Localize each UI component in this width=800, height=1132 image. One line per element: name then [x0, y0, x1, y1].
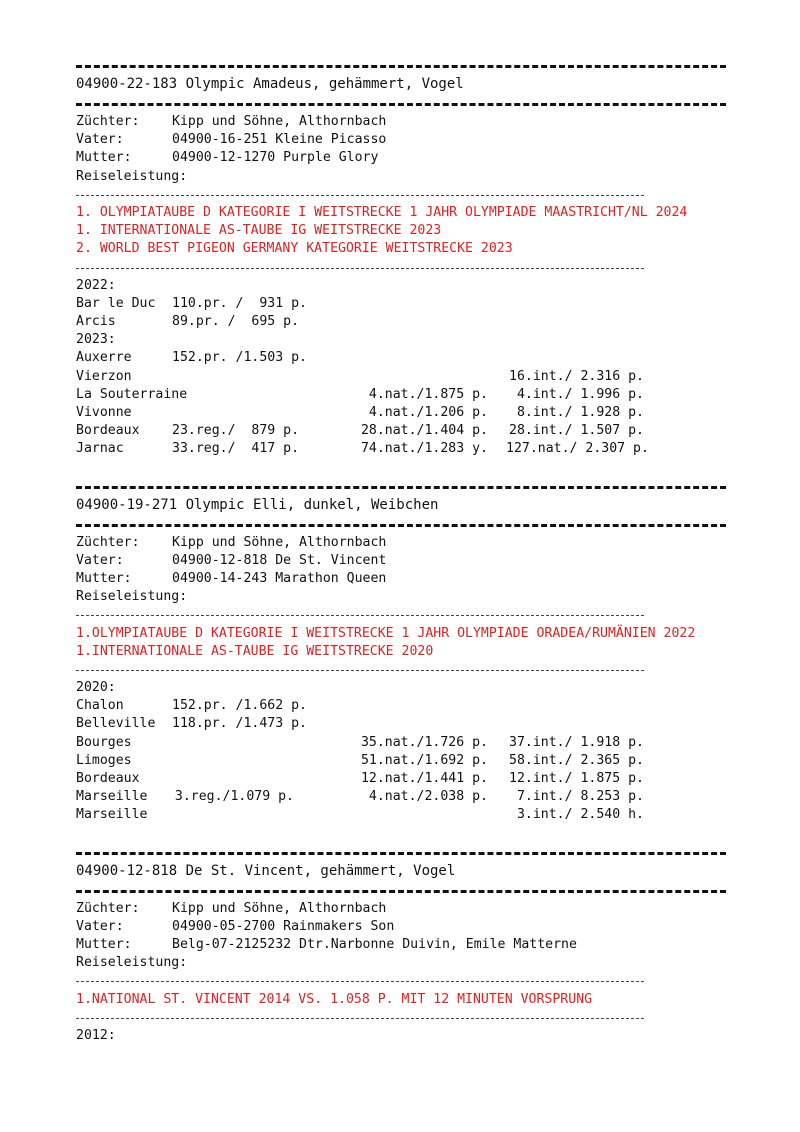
result-row	[76, 806, 721, 824]
spacer	[76, 825, 721, 843]
breeder-label: Züchter:	[76, 114, 140, 129]
result-row	[76, 422, 721, 440]
results-label: Reiseleistung:	[76, 589, 188, 605]
national-result: 51.nat./1.692 p.	[360, 752, 488, 768]
mother-line	[76, 570, 721, 588]
award-line: 1. OLYMPIATAUBE D KATEGORIE I WEITSTRECKE 1 JAHR OLYMPIADE MAASTRICHT/NL 2024	[76, 204, 688, 220]
international-result: 12.int./ 1.875 p.	[509, 771, 644, 786]
regional-result: 152.pr. /1.503 p.	[172, 350, 307, 366]
breeder-value: Kipp und Söhne, Althornbach	[172, 534, 387, 550]
result-row	[76, 715, 721, 733]
result-row	[76, 349, 721, 367]
breeder-value: Kipp und Söhne, Althornbach	[172, 114, 387, 129]
award-line: 2. WORLD BEST PIGEON GERMANY KATEGORIE WEITSTRECKE 2023	[76, 241, 513, 257]
separator-thick	[76, 94, 721, 113]
result-row	[76, 295, 721, 313]
result-row	[76, 331, 721, 349]
result-row	[76, 679, 721, 697]
race-location: 2020:	[76, 680, 116, 696]
national-result: 4.nat./2.038 p.	[368, 789, 488, 805]
international-result: 7.int./ 8.253 p.	[516, 789, 644, 805]
race-location: 2012:	[76, 1027, 116, 1043]
father-label: Vater:	[76, 132, 124, 148]
father-value: 04900-12-818 De St. Vincent	[172, 552, 387, 568]
results-label: Reiseleistung:	[76, 955, 188, 971]
national-result: 74.nat./1.283 y.	[360, 441, 488, 457]
regional-result: 118.pr. /1.473 p.	[172, 716, 307, 732]
award-line: 1. INTERNATIONALE AS-TAUBE IG WEITSTRECKE 2023	[76, 223, 442, 239]
national-result: 4.nat./1.875 p.	[368, 386, 488, 402]
race-location: Chalon	[76, 698, 124, 714]
race-location: Marseille	[76, 807, 148, 823]
separator-thick	[76, 477, 721, 496]
international-result: 16.int./ 2.316 p.	[509, 368, 644, 384]
regional-result: 152.pr. /1.662 p.	[172, 698, 307, 714]
separator-thin	[76, 972, 721, 990]
result-row	[76, 404, 721, 422]
mother-value: 04900-14-243 Marathon Queen	[172, 570, 387, 586]
regional-result: 89.pr. / 695 p.	[172, 314, 300, 330]
father-line	[76, 918, 721, 936]
mother-value: 04900-12-1270 Purple Glory	[172, 150, 379, 166]
father-label: Vater:	[76, 918, 124, 934]
breeder-line	[76, 900, 721, 918]
race-location: Belleville	[76, 716, 156, 732]
results-table	[76, 679, 721, 825]
results-table	[76, 277, 721, 459]
race-location: Bordeaux	[76, 423, 140, 439]
race-location: Bar le Duc	[76, 295, 156, 311]
mother-label: Mutter:	[76, 570, 132, 586]
separator-thick	[76, 843, 721, 862]
breeder-value: Kipp und Söhne, Althornbach	[172, 900, 387, 916]
pigeon-section-2	[76, 477, 721, 825]
international-result: 28.int./ 1.507 p.	[509, 423, 644, 439]
international-result: 3.int./ 2.540 h.	[516, 807, 644, 823]
pigeon-title: 04900-12-818 De St. Vincent, gehämmert, Vogel	[76, 862, 456, 879]
result-row	[76, 368, 721, 386]
international-result: 127.nat./ 2.307 p.	[506, 441, 649, 457]
international-result: 8.int./ 1.928 p.	[516, 405, 644, 420]
spacer	[76, 459, 721, 477]
award-line: 1.NATIONAL ST. VINCENT 2014 VS. 1.058 P. MIT 12 MINUTEN VORSPRUNG	[76, 991, 593, 1007]
international-result: 4.int./ 1.996 p.	[516, 386, 644, 402]
result-row	[76, 734, 721, 752]
result-row	[76, 752, 721, 770]
results-table	[76, 1027, 721, 1045]
results-label: Reiseleistung:	[76, 168, 188, 184]
regional-result: 33.reg./ 417 p.	[172, 441, 300, 457]
pigeon-section-1	[76, 56, 721, 459]
national-result: 28.nat./1.404 p.	[360, 423, 488, 439]
result-row	[76, 277, 721, 295]
result-row	[76, 313, 721, 331]
mother-label: Mutter:	[76, 150, 132, 166]
breeder-line	[76, 113, 721, 131]
pigeon-title: 04900-22-183 Olympic Amadeus, gehämmert, Vogel	[76, 76, 464, 92]
race-location: Auxerre	[76, 350, 132, 366]
father-value: 04900-05-2700 Rainmakers Son	[172, 918, 395, 934]
regional-result: 110.pr. / 931 p.	[172, 295, 307, 311]
mother-value: Belg-07-2125232 Dtr.Narbonne Duivin, Emile Matterne	[172, 936, 577, 952]
separator-thin	[76, 186, 721, 204]
father-label: Vater:	[76, 552, 124, 568]
race-location: Limoges	[76, 752, 132, 768]
breeder-label: Züchter:	[76, 900, 140, 916]
father-value: 04900-16-251 Kleine Picasso	[172, 132, 387, 148]
award-line: 1.INTERNATIONALE AS-TAUBE IG WEITSTRECKE 2020	[76, 643, 434, 659]
separator-thin	[76, 661, 721, 679]
breeder-line	[76, 534, 721, 552]
pigeon-section-3	[76, 843, 721, 1046]
race-location: Marseille	[76, 789, 148, 805]
result-row	[76, 788, 721, 806]
pedigree-document	[76, 56, 721, 1045]
race-location: Jarnac	[76, 441, 124, 457]
international-result: 58.int./ 2.365 p.	[509, 752, 644, 768]
race-location: Vierzon	[76, 368, 132, 384]
separator-thin	[76, 606, 721, 624]
national-result: 35.nat./1.726 p.	[360, 734, 488, 750]
result-row	[76, 770, 721, 788]
race-location: 2022:	[76, 277, 116, 293]
race-location: Vivonne	[76, 405, 132, 420]
father-line	[76, 552, 721, 570]
race-location: Bordeaux	[76, 771, 140, 786]
result-row	[76, 440, 721, 458]
separator-thin	[76, 259, 721, 277]
mother-line	[76, 936, 721, 954]
race-location: La Souterraine	[76, 386, 188, 402]
award-line: 1.OLYMPIATAUBE D KATEGORIE I WEITSTRECKE 1 JAHR OLYMPIADE ORADEA/RUMÄNIEN 2022	[76, 625, 696, 641]
breeder-label: Züchter:	[76, 534, 140, 550]
national-result: 4.nat./1.206 p.	[368, 405, 488, 420]
national-result: 12.nat./1.441 p.	[360, 771, 488, 786]
regional-result: 23.reg./ 879 p.	[172, 423, 300, 439]
separator-thin	[76, 1009, 721, 1027]
mother-line	[76, 149, 721, 167]
race-location: Arcis	[76, 314, 116, 330]
race-location: Bourges	[76, 734, 132, 750]
father-line	[76, 131, 721, 149]
separator-thick	[76, 515, 721, 534]
international-result: 37.int./ 1.918 p.	[509, 734, 644, 750]
separator-thick	[76, 56, 721, 75]
pigeon-title: 04900-19-271 Olympic Elli, dunkel, Weibchen	[76, 496, 439, 513]
race-location: 2023:	[76, 332, 116, 348]
separator-thick	[76, 881, 721, 900]
result-row	[76, 697, 721, 715]
regional-result: 3.reg./1.079 p.	[174, 789, 294, 805]
result-row	[76, 1027, 721, 1045]
result-row	[76, 386, 721, 404]
mother-label: Mutter:	[76, 936, 132, 952]
